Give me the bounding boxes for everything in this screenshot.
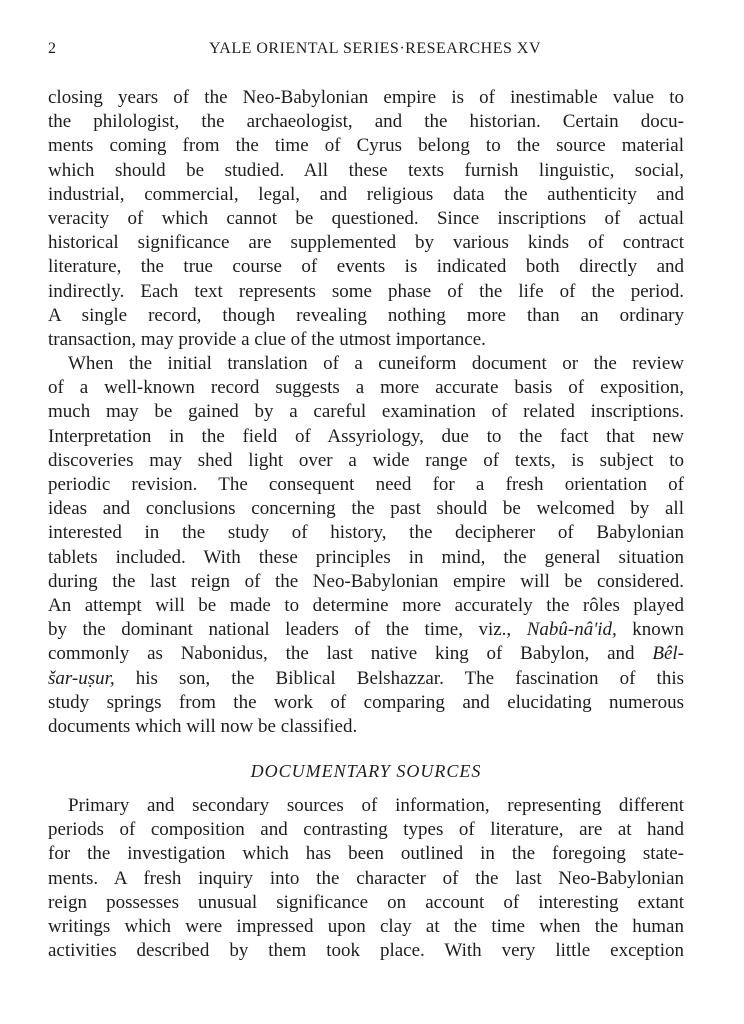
text-line: documents which will now be classified. bbox=[48, 715, 358, 737]
page-number: 2 bbox=[48, 40, 57, 57]
text-line: study springs from the work of comparing and elucidating numerous bbox=[48, 691, 684, 713]
text-line: reign possesses unusual significance on account of interesting extant bbox=[48, 891, 684, 913]
text-line: When the initial translation of a cuneiform document or the review bbox=[68, 353, 684, 375]
text-line bbox=[48, 642, 684, 666]
body-text-upper bbox=[48, 86, 684, 739]
page-header bbox=[48, 40, 682, 66]
text-line: veracity of which cannot be questioned. Since inscriptions of actual bbox=[48, 207, 684, 229]
text-line: ideas and conclusions concerning the past should be welcomed by all bbox=[48, 498, 684, 520]
text-fragment: his son, the Biblical Belshazzar. The fascination of this bbox=[135, 667, 685, 689]
text-line: writings which were impressed upon clay at the time when the human bbox=[48, 915, 684, 937]
body-text-lower bbox=[48, 794, 684, 963]
text-line: periodic revision. The consequent need for a fresh orientation of bbox=[48, 474, 684, 495]
text-fragment: known bbox=[632, 619, 685, 641]
text-line bbox=[48, 618, 684, 642]
text-line bbox=[48, 667, 684, 691]
text-fragment: commonly as Nabonidus, the last native king of Babylon, and bbox=[48, 643, 635, 665]
text-fragment: by the dominant national leaders of the time, viz., bbox=[48, 619, 512, 641]
text-line: A single record, though revealing nothing more than an ordinary bbox=[48, 304, 684, 326]
text-line: ments coming from the time of Cyrus belong to the source material bbox=[48, 135, 684, 157]
text-line: activities described by them took place. With very little exception bbox=[48, 940, 684, 962]
text-line: of a well-known record suggests a more accurate basis of exposition, bbox=[48, 377, 684, 399]
royal-name-belshazzar-part-1: Bêl- bbox=[652, 643, 684, 665]
text-line: literature, the true course of events is indicated both directly and bbox=[48, 256, 684, 278]
royal-name-nabonidus: Nabû-nâ'id, bbox=[526, 619, 617, 641]
text-line: indirectly. Each text represents some phase of the life of the period. bbox=[48, 280, 684, 302]
text-line: Interpretation in the field of Assyriology, due to the fact that new bbox=[48, 425, 684, 447]
text-line: for the investigation which has been outlined in the foregoing state- bbox=[48, 843, 684, 865]
text-line: An attempt will be made to determine more accurately the rôles played bbox=[48, 594, 684, 616]
text-line: interested in the study of history, the decipherer of Babylonian bbox=[48, 522, 684, 544]
text-line: discoveries may shed light over a wide range of texts, is subject to bbox=[48, 449, 684, 471]
text-line: transaction, may provide a clue of the utmost importance. bbox=[48, 328, 486, 350]
text-line: the philologist, the archaeologist, and the historian. Certain docu- bbox=[48, 111, 684, 133]
text-line: periods of composition and contrasting types of literature, are at hand bbox=[48, 819, 684, 841]
text-line: tablets included. With these principles in mind, the general situation bbox=[48, 546, 684, 568]
royal-name-belshazzar-part-2: šar-uṣur, bbox=[48, 667, 115, 689]
text-line: historical significance are supplemented by various kinds of contract bbox=[48, 232, 684, 254]
text-line: Primary and secondary sources of information, representing different bbox=[68, 795, 684, 816]
text-line: closing years of the Neo-Babylonian empire is of inestimable value to bbox=[48, 87, 684, 108]
section-heading: DOCUMENTARY SOURCES bbox=[250, 761, 482, 781]
text-line: much may be gained by a careful examination of related inscriptions. bbox=[48, 401, 684, 423]
running-title: YALE ORIENTAL SERIES·RESEARCHES XV bbox=[208, 40, 541, 57]
text-line: ments. A fresh inquiry into the character of the last Neo-Babylonian bbox=[48, 867, 684, 889]
text-line: during the last reign of the Neo-Babylonian empire will be considered. bbox=[48, 570, 684, 592]
text-line: industrial, commercial, legal, and religious data the authenticity and bbox=[48, 183, 684, 205]
text-line: which should be studied. All these texts furnish linguistic, social, bbox=[48, 159, 684, 181]
